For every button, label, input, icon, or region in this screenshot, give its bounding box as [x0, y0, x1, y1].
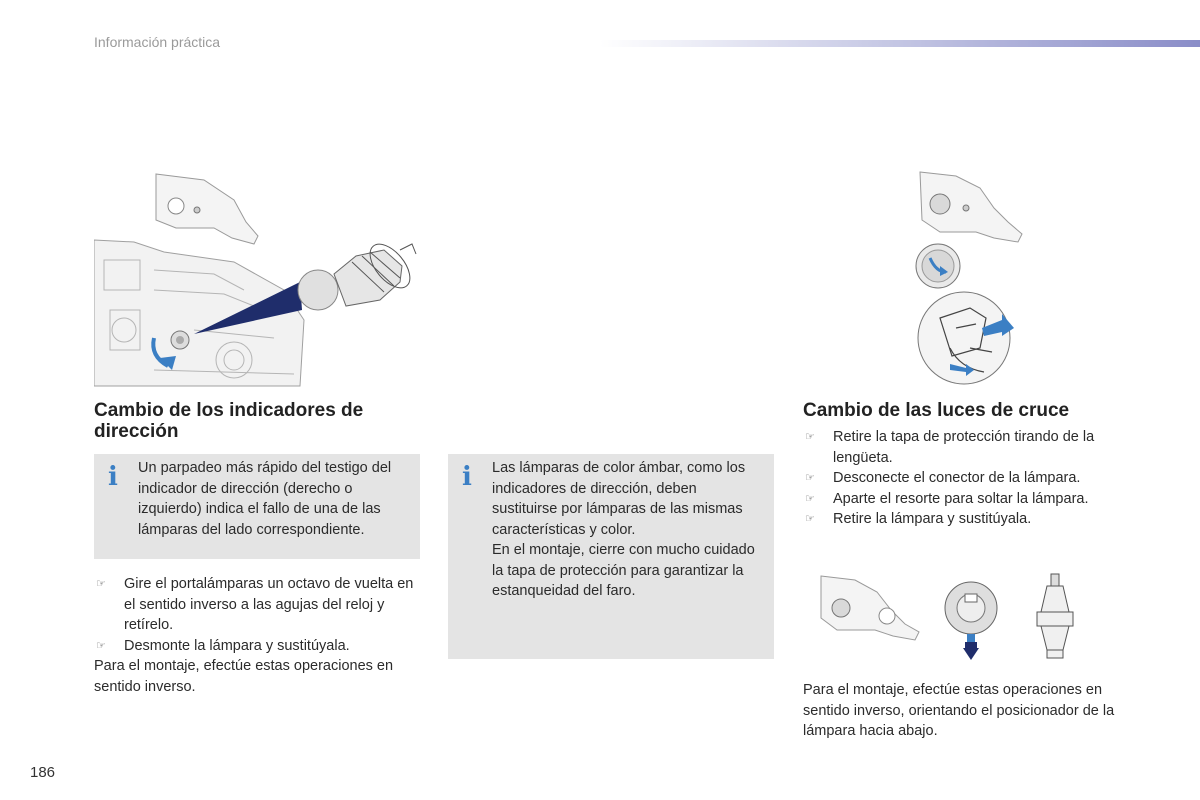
pointing-hand-icon: ☞: [805, 431, 815, 443]
low-beam-cover-illustration: [910, 168, 1026, 386]
page-number: 186: [30, 764, 56, 781]
amber-lamp-info-box: [448, 454, 774, 659]
list-item: ☞ Retire la lámpara y sustitúyala.: [803, 509, 1133, 530]
header-accent-bar: [600, 40, 1200, 47]
turn-indicator-reassembly-note: Para el montaje, efectúe estas operaciones en sentido inverso.: [94, 658, 394, 695]
list-item: ☞ Desmonte la lámpara y sustitúyala.: [94, 636, 420, 657]
low-beam-steps: [803, 427, 1133, 530]
amber-lamp-info-text: Las lámparas de color ámbar, como los indicadores de dirección, deben sustituirse por lámparas de las mismas características y color.: [492, 460, 746, 538]
turn-indicator-heading: Cambio de los indicadores de dirección: [94, 400, 364, 442]
pointing-hand-icon: ☞: [805, 513, 815, 525]
pointing-hand-icon: ☞: [96, 639, 106, 652]
section-header-title: Información práctica: [94, 34, 221, 50]
turn-indicator-steps: [94, 574, 420, 656]
list-item: ☞ Gire el portalámparas un octavo de vuelta en el sentido inverso a las agujas del reloj y retírelo.: [96, 576, 414, 633]
pointing-hand-icon: ☞: [805, 472, 815, 484]
turn-indicator-illustration: [94, 170, 424, 388]
low-beam-bulb-illustration: [815, 572, 1085, 672]
list-item: ☞ Aparte el resorte para soltar la lámpara.: [803, 489, 1133, 510]
list-item: ☞ Desconecte el conector de la lámpara.: [803, 468, 1133, 489]
pointing-hand-icon: ☞: [96, 578, 106, 590]
low-beam-heading: Cambio de las luces de cruce: [803, 400, 1070, 421]
turn-indicator-info-text: Un parpadeo más rápido del testigo del indicador de dirección (derecho o izquierdo) indica el fallo de una de las lámparas del lado correspondiente.: [138, 460, 392, 538]
info-icon: i: [462, 462, 472, 492]
info-icon: i: [108, 462, 118, 492]
pointing-hand-icon: ☞: [805, 492, 815, 505]
list-item: ☞ Retire la tapa de protección tirando de la lengüeta.: [805, 429, 1095, 466]
turn-indicator-info-box: [94, 454, 420, 559]
low-beam-reassembly-note: Para el montaje, efectúe estas operaciones en sentido inverso, orientando el posicionador de la lámpara hacia abajo.: [803, 682, 1115, 739]
amber-lamp-sealing-text: En el montaje, cierre con mucho cuidado la tapa de protección para garantizar la estanqueidad del faro.: [492, 542, 755, 599]
